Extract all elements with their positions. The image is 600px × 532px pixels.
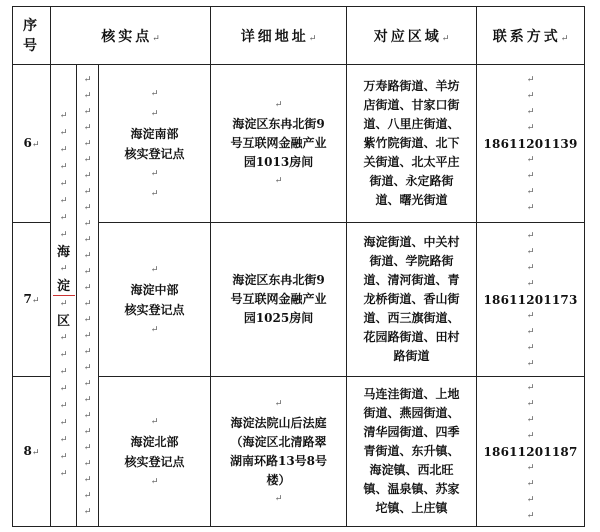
area-cell bbox=[347, 223, 477, 377]
seq-value: 6 bbox=[23, 135, 32, 150]
point-line: 核实登记点 bbox=[124, 302, 185, 317]
seq-value: 7 bbox=[23, 291, 32, 306]
area-line: 道、曙光街道 bbox=[375, 193, 448, 207]
address-line: 湖南环路13号8号 bbox=[229, 453, 328, 468]
area-line: 紫竹院街道、北下 bbox=[363, 136, 460, 150]
address-line: 号互联网金融产业 bbox=[230, 136, 327, 150]
area-line: 万寿路街道、羊坊 bbox=[363, 79, 460, 93]
address-line: 海淀法院山后法庭 bbox=[230, 415, 327, 430]
address-line: 海淀区东冉北街9 bbox=[232, 273, 325, 287]
phone-number: 18611201173 bbox=[483, 292, 578, 307]
header-seq-line1: 序 bbox=[23, 17, 40, 34]
header-address: 详细地址↵ bbox=[211, 7, 347, 65]
area-line: 马连洼街道、上地 bbox=[363, 387, 460, 401]
header-seq bbox=[13, 7, 51, 65]
address-line: 海淀区东冉北街9 bbox=[232, 117, 325, 131]
header-address-label: 详细地址 bbox=[240, 28, 309, 45]
area-line: 海淀镇、西北旺 bbox=[369, 463, 454, 477]
area-line: 坨镇、上庄镇 bbox=[375, 501, 448, 515]
table-row bbox=[13, 223, 585, 377]
point-line: 核实登记点 bbox=[124, 146, 185, 161]
contact-cell: ↵ ↵ ↵ ↵ 18611201187 ↵ ↵ ↵ ↵ bbox=[477, 377, 585, 527]
area-line: 道、清河街道、青 bbox=[363, 273, 460, 287]
header-point: 核实点↵ bbox=[51, 7, 211, 65]
district-vertical-text: ↵ ↵ ↵ ↵ ↵ ↵ ↵ ↵ 海 ↵ 淀 ↵ 区 ↵ ↵ ↵ ↵ ↵ ↵ ↵ ↵ ↵ bbox=[53, 108, 75, 483]
header-row bbox=[13, 7, 585, 65]
area-line: 镇、温泉镇、苏家 bbox=[363, 482, 460, 496]
address-cell: ↵ 海淀区东冉北街9 号互联网金融产业 园1013房间 ↵ bbox=[211, 65, 347, 223]
address-line: 号互联网金融产业 bbox=[230, 292, 327, 306]
address-line: 楼） bbox=[266, 472, 291, 487]
registration-points-table bbox=[12, 6, 585, 527]
address-cell bbox=[211, 223, 347, 377]
area-line: 道、八里庄街道、 bbox=[363, 117, 460, 131]
seq-cell: 8↵ bbox=[13, 377, 51, 527]
header-seq-line2: 号 bbox=[23, 37, 40, 54]
address-cell: ↵ 海淀法院山后法庭 （海淀区北清路翠 湖南环路13号8号 楼） ↵ bbox=[211, 377, 347, 527]
district-spacer-cell: ↵ ↵ ↵ ↵ ↵ ↵ ↵ ↵ ↵ ↵ ↵ ↵ ↵ ↵ ↵ ↵ ↵ ↵ ↵ ↵ ↵ ↵ ↵ ↵ ↵ ↵ ↵ ↵ bbox=[77, 65, 99, 527]
point-line: 海淀南部 bbox=[130, 126, 179, 141]
point-line: 海淀北部 bbox=[130, 434, 179, 449]
seq-cell: 7↵ bbox=[13, 223, 51, 377]
point-line: 核实登记点 bbox=[124, 454, 185, 469]
district-cell bbox=[51, 65, 77, 527]
contact-cell: ↵ ↵ ↵ ↵ 18611201173 ↵ ↵ ↵ ↵ bbox=[477, 223, 585, 377]
district-char-1: 海 bbox=[56, 245, 70, 260]
area-line: 街道、学院路街 bbox=[369, 254, 454, 268]
area-line: 街道、燕园街道、 bbox=[363, 406, 460, 420]
area-cell bbox=[347, 377, 477, 527]
address-line: （海淀区北清路翠 bbox=[230, 434, 327, 449]
area-cell bbox=[347, 65, 477, 223]
table-row bbox=[13, 65, 585, 223]
seq-cell: 6↵ bbox=[13, 65, 51, 223]
header-area: 对应区域↵ bbox=[347, 7, 477, 65]
address-line: 园1025房间 bbox=[243, 311, 314, 325]
district-char-2: 淀 bbox=[53, 278, 75, 296]
header-contact: 联系方式↵ bbox=[477, 7, 585, 65]
header-point-label: 核实点 bbox=[101, 28, 153, 45]
header-area-label: 对应区域 bbox=[373, 28, 442, 45]
table-row bbox=[13, 377, 585, 527]
area-line: 花园路街道、田村 bbox=[363, 330, 460, 344]
point-cell: ↵ 海淀北部 核实登记点 ↵ bbox=[99, 377, 211, 527]
area-line: 清华园街道、四季 bbox=[363, 425, 460, 439]
area-line: 路街道 bbox=[393, 349, 430, 363]
header-contact-label: 联系方式 bbox=[492, 28, 561, 45]
phone-number: 18611201139 bbox=[483, 136, 578, 151]
contact-cell: ↵ ↵ ↵ ↵ 18611201139 ↵ ↵ ↵ ↵ bbox=[477, 65, 585, 223]
area-line: 街道、永定路街 bbox=[369, 174, 454, 188]
point-cell: ↵ ↵ 海淀南部 核实登记点 ↵ ↵ bbox=[99, 65, 211, 223]
point-cell: ↵ 海淀中部 核实登记点 ↵ bbox=[99, 223, 211, 377]
area-line: 店街道、甘家口街 bbox=[363, 98, 460, 112]
address-line: 园1013房间 bbox=[243, 155, 314, 169]
district-char-3: 区 bbox=[56, 314, 70, 329]
area-line: 海淀街道、中关村 bbox=[363, 235, 460, 249]
phone-number: 18611201187 bbox=[483, 444, 578, 459]
area-line: 青街道、东升镇、 bbox=[363, 444, 460, 458]
area-line: 道、西三旗街道、 bbox=[363, 311, 460, 325]
seq-value: 8 bbox=[23, 443, 32, 458]
area-line: 龙桥街道、香山街 bbox=[363, 292, 460, 306]
point-line: 海淀中部 bbox=[130, 282, 179, 297]
area-line: 关街道、北太平庄 bbox=[363, 155, 460, 169]
